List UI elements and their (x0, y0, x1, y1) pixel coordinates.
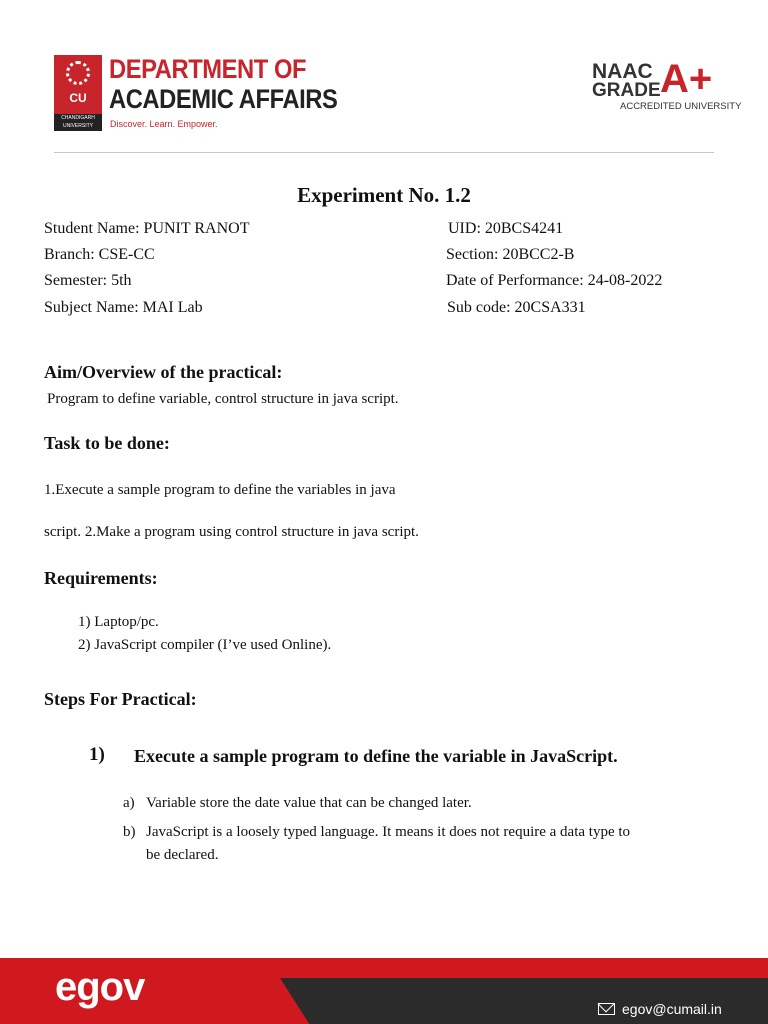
egov-logo: egov (55, 965, 145, 1009)
task-line-2: script. 2.Make a program using control structure in java script. (44, 524, 419, 540)
naac-label: NAAC (592, 60, 653, 83)
requirement-item: 1) Laptop/pc. (78, 614, 159, 630)
logo-abbr: CU (69, 91, 87, 105)
department-title-line2: ACADEMIC AFFAIRS (109, 84, 338, 114)
date-of-performance: Date of Performance: 24-08-2022 (446, 272, 663, 289)
naac-grade-label: GRADE (592, 80, 661, 101)
naac-accredited: ACCREDITED UNIVERSITY (620, 101, 742, 112)
section: Section: 20BCC2-B (446, 246, 575, 263)
header-divider (54, 152, 714, 153)
naac-grade: A+ (660, 57, 713, 101)
mail-icon (598, 1003, 615, 1015)
tagline: Discover. Learn. Empower. (110, 119, 218, 129)
logo-university: CHANDIGARH UNIVERSITY (54, 114, 102, 131)
step-b-label: b) (123, 824, 136, 840)
task-line-1: 1.Execute a sample program to define the variables in java (44, 482, 396, 498)
student-name: Student Name: PUNIT RANOT (44, 220, 250, 237)
aim-heading: Aim/Overview of the practical: (44, 362, 283, 382)
step-a-text: Variable store the date value that can be changed later. (146, 795, 472, 811)
semester: Semester: 5th (44, 272, 132, 289)
steps-heading: Steps For Practical: (44, 689, 197, 709)
step-b-text-line1: JavaScript is a loosely typed language. It means it does not require a data type to (146, 824, 631, 840)
step-1-title: Execute a sample program to define the variable in JavaScript. (134, 746, 618, 766)
subject-code: Sub code: 20CSA331 (447, 299, 586, 316)
university-logo (54, 55, 102, 131)
step-a-label: a) (123, 795, 135, 811)
step-1-number: 1) (89, 744, 105, 765)
requirements-heading: Requirements: (44, 568, 158, 588)
branch: Branch: CSE-CC (44, 246, 155, 263)
step-b-text-line2: be declared. (146, 847, 219, 863)
gear-emblem-icon (66, 61, 90, 85)
uid: UID: 20BCS4241 (448, 220, 564, 237)
requirement-item: 2) JavaScript compiler (I’ve used Online). (78, 637, 332, 653)
footer-email[interactable]: egov@cumail.in (622, 1001, 722, 1017)
aim-text: Program to define variable, control structure in java script. (47, 391, 399, 407)
task-heading: Task to be done: (44, 433, 170, 453)
subject-name: Subject Name: MAI Lab (44, 299, 203, 316)
department-title-line1: DEPARTMENT OF (109, 54, 307, 84)
experiment-title: Experiment No. 1.2 (297, 183, 471, 207)
